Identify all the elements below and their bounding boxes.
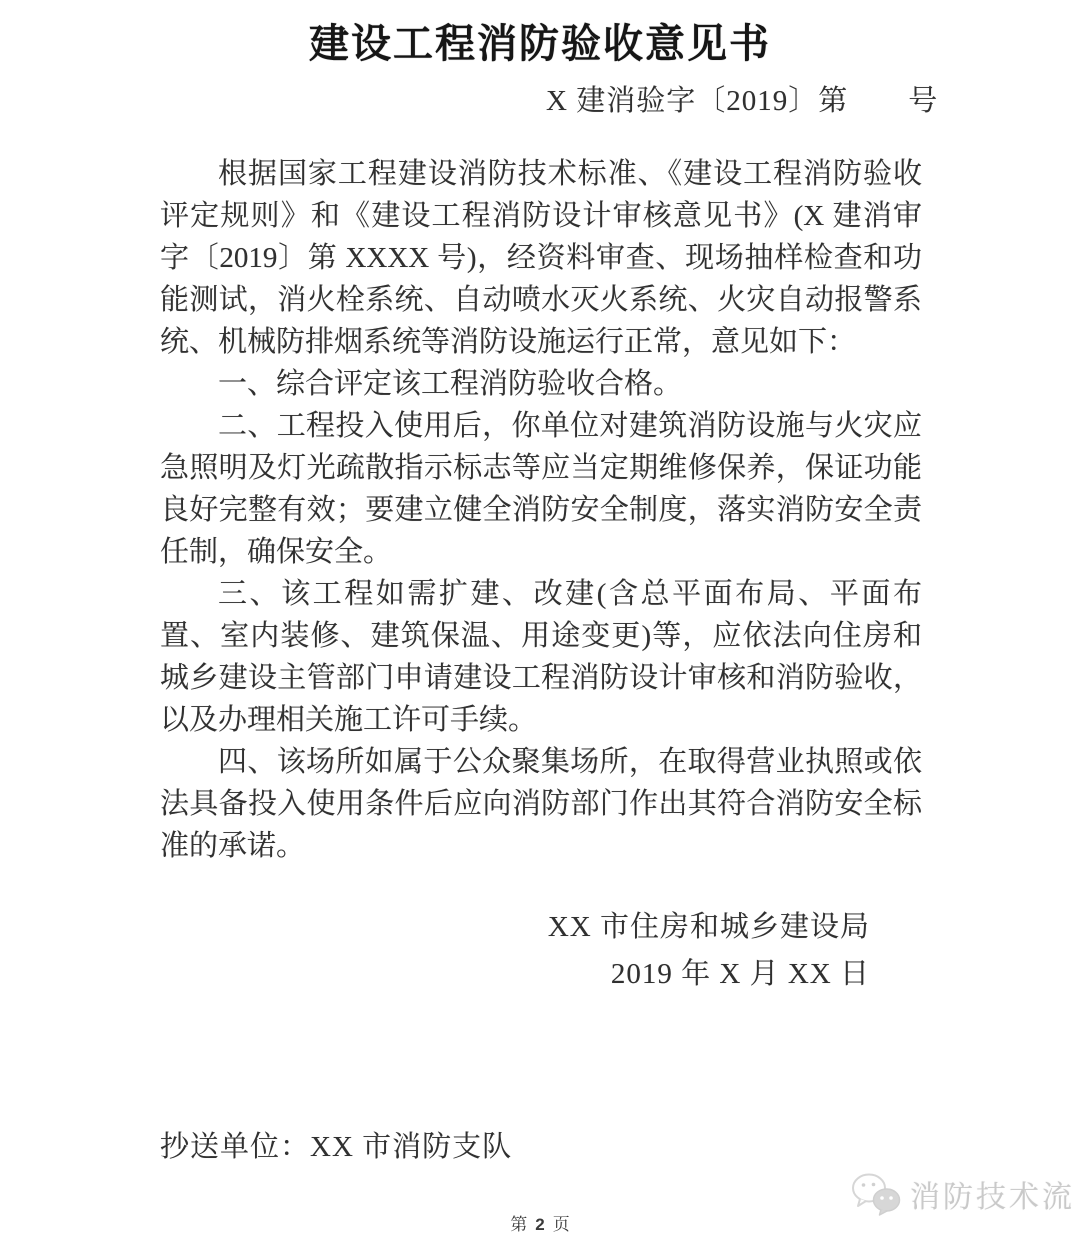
signature-block: [548, 904, 870, 998]
watermark-text: 消防技术流: [910, 1181, 1075, 1214]
body-paragraph-item-1: 一、综合评定该工程消防验收合格。: [218, 368, 683, 400]
body-paragraph-item-4: 四、该场所如属于公众聚集场所，在取得营业执照或依法具备投入使用条件后应向消防部门作出其符合消防安全标准的承诺。: [160, 746, 922, 862]
signature-org: XX 市住房和城乡建设局: [547, 911, 870, 943]
page-footer-suffix: 页: [552, 1215, 570, 1234]
cc-line: 抄送单位：XX 市消防支队: [160, 1131, 513, 1163]
body-paragraph-item-3: 三、该工程如需扩建、改建(含总平面布局、平面布置、室内装修、建筑保温、用途变更)等，应依法向住房和城乡建设主管部门申请建设工程消防设计审核和消防验收，以及办理相关施工许可手续。: [160, 578, 922, 736]
document-body: [160, 153, 922, 867]
signature-date: 2019 年 X 月 XX 日: [610, 958, 870, 990]
document-number: X 建消验字〔2019〕第 号: [546, 85, 939, 117]
document-title: 建设工程消防验收意见书: [309, 21, 771, 66]
body-paragraph-item-2: 二、工程投入使用后，你单位对建筑消防设施与火灾应急照明及灯光疏散指示标志等应当定期维修保养，保证功能良好完整有效；要建立健全消防安全制度，落实消防安全责任制，确保安全。: [160, 410, 922, 568]
page-footer-prefix: 第: [510, 1215, 528, 1234]
page-footer: [0, 1210, 1080, 1235]
page-number: 2: [535, 1215, 545, 1234]
body-paragraph-intro: 根据国家工程建设消防技术标准、《建设工程消防验收评定规则》和《建设工程消防设计审核意见书》(X 建消审字〔2019〕第 XXXX 号)，经资料审查、现场抽样检查和功能测试，消火栓系统、自动喷水灭火系统、火灾自动报警系统、机械防排烟系统等消防设施运行正常，意见如下：: [160, 158, 922, 358]
